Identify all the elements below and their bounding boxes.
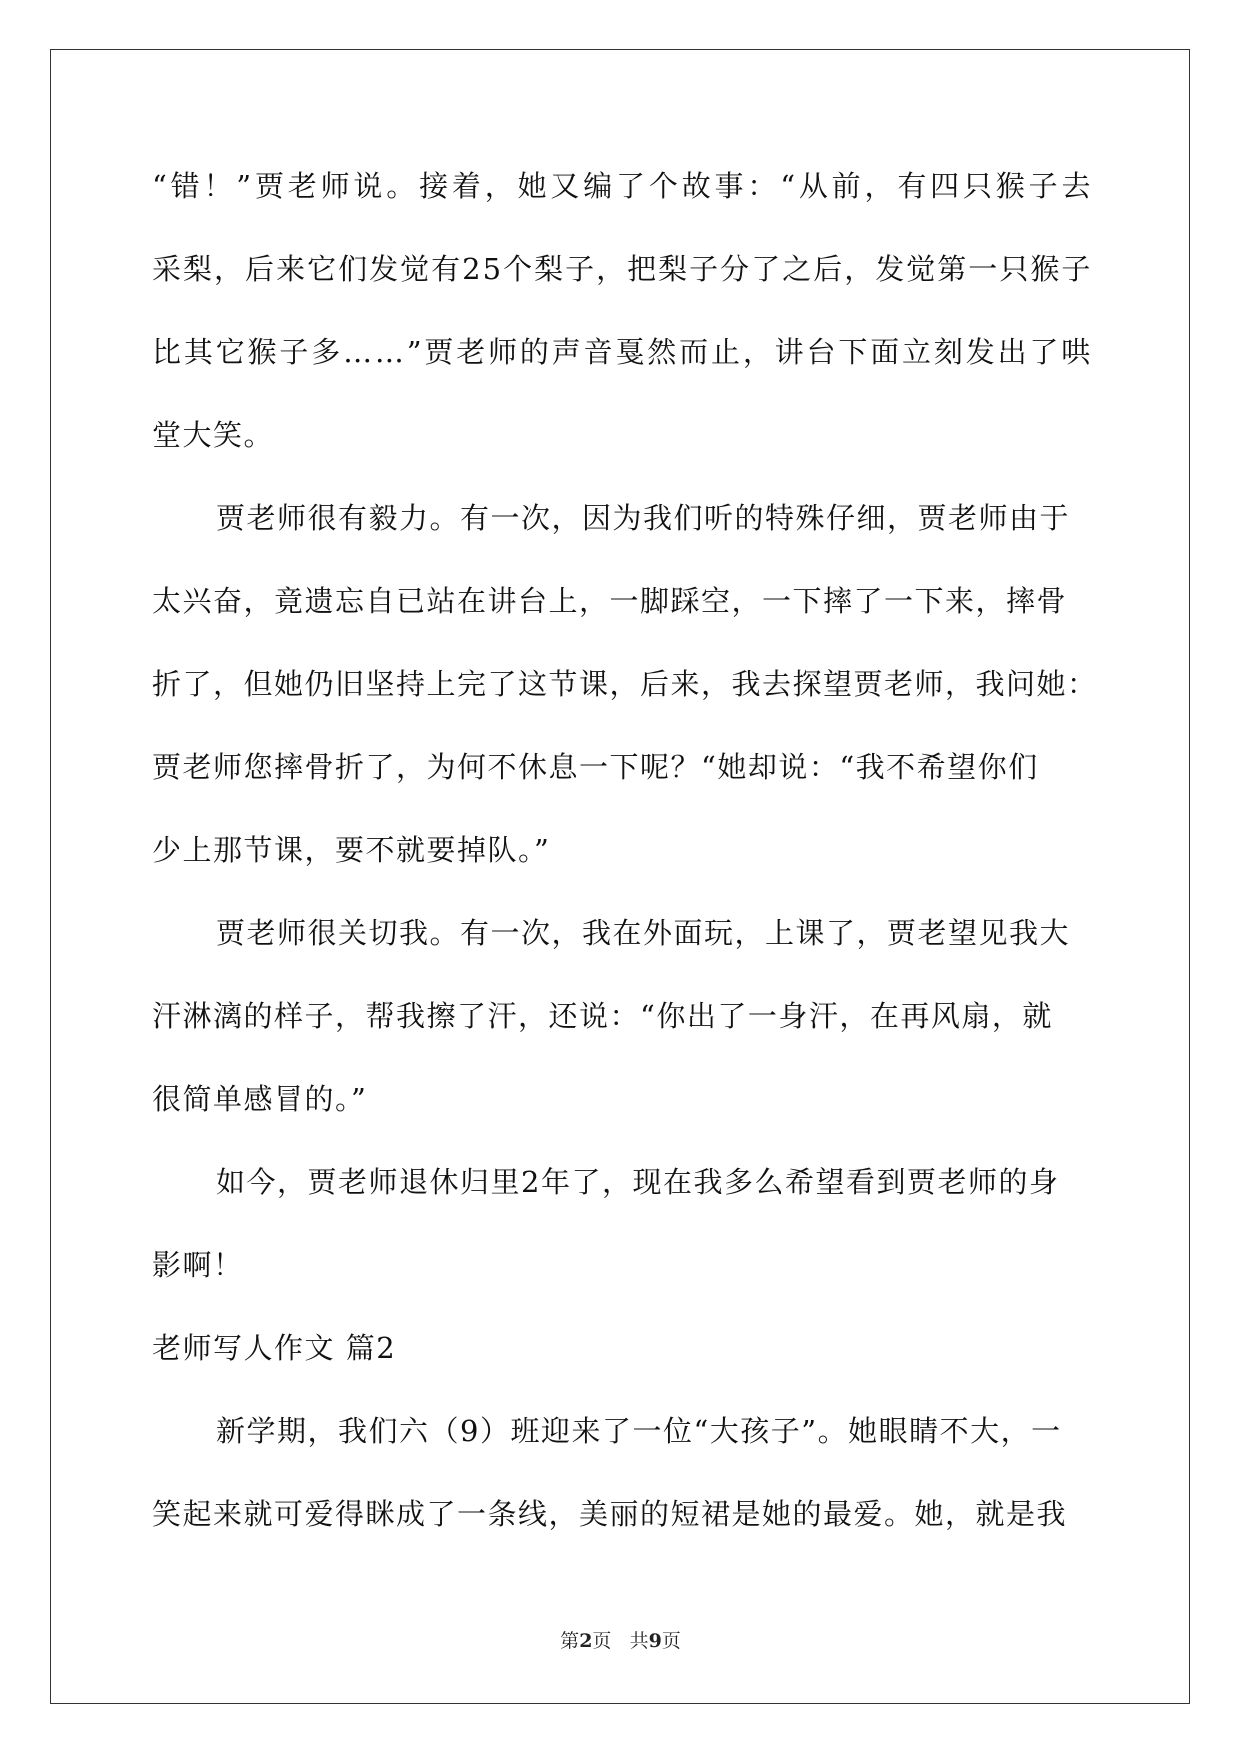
text-line: “ 错 ！ ” 贾 老 师 说 。 接 着 ， 她 又 编 了 个 故 事 ： “ 从 前 ， 有 四 只 猴 子 去 xyxy=(152,169,1092,203)
section-heading: 老师写人作文 篇2 xyxy=(152,1331,397,1365)
text-line: 太兴奋，竟遗忘自已站在讲台上，一脚踩空，一下摔了一下来，摔骨 xyxy=(152,584,1068,618)
text-line: 汗淋漓的样子，帮我擦了汗，还说：“你出了一身汗，在再风扇，就 xyxy=(152,999,1053,1033)
paragraph-start-line: 如今，贾老师退休归里2年了，现在我多么希望看到贾老师的身 xyxy=(216,1165,1060,1199)
text-line: 笑起来就可爱得眯成了一条线，美丽的短裙是她的最爱。她，就是我 xyxy=(152,1497,1068,1531)
paragraph-start-line: 贾老师很关切我。有一次，我在外面玩，上课了，贾老望见我大 xyxy=(216,916,1071,950)
page-footer xyxy=(0,1626,1241,1653)
text-line: 堂大笑。 xyxy=(152,418,275,452)
total-suffix: 页 xyxy=(661,1630,681,1652)
text-line: 采 梨 ， 后 来 它 们 发 觉 有 2 5 个 梨 子 ， 把 梨 子 分 了 之 后 ， 发 觉 第 一 只 猴 子 xyxy=(152,252,1092,286)
paragraph-start-line: 新学期，我们六（9）班迎来了一位“大孩子”。她眼睛不大，一 xyxy=(216,1414,1062,1448)
text-line: 很简单感冒的。” xyxy=(152,1082,368,1116)
text-line: 比 其 它 猴 子 多 … … ” 贾 老 师 的 声 音 戛 然 而 止 ， 讲 台 下 面 立 刻 发 出 了 哄 xyxy=(152,335,1092,369)
text-line: 少上那节课，要不就要掉队。” xyxy=(152,833,551,867)
document-body xyxy=(152,155,1098,1545)
text-line: 贾老师您摔骨折了，为何不休息一下呢？“她却说：“我不希望你们 xyxy=(152,750,1039,784)
text-line: 影啊！ xyxy=(152,1248,244,1282)
text-line: 折了，但她仍旧坚持上完了这节课，后来，我去探望贾老师，我问她： xyxy=(152,667,1098,701)
total-prefix: 共 xyxy=(629,1630,649,1652)
page-number: 2 xyxy=(579,1630,593,1652)
paragraph-start-line: 贾老师很有毅力。有一次，因为我们听的特殊仔细，贾老师由于 xyxy=(216,501,1071,535)
page-prefix: 第 xyxy=(560,1630,580,1652)
total-pages: 9 xyxy=(648,1630,662,1652)
page-suffix: 页 xyxy=(592,1630,612,1652)
